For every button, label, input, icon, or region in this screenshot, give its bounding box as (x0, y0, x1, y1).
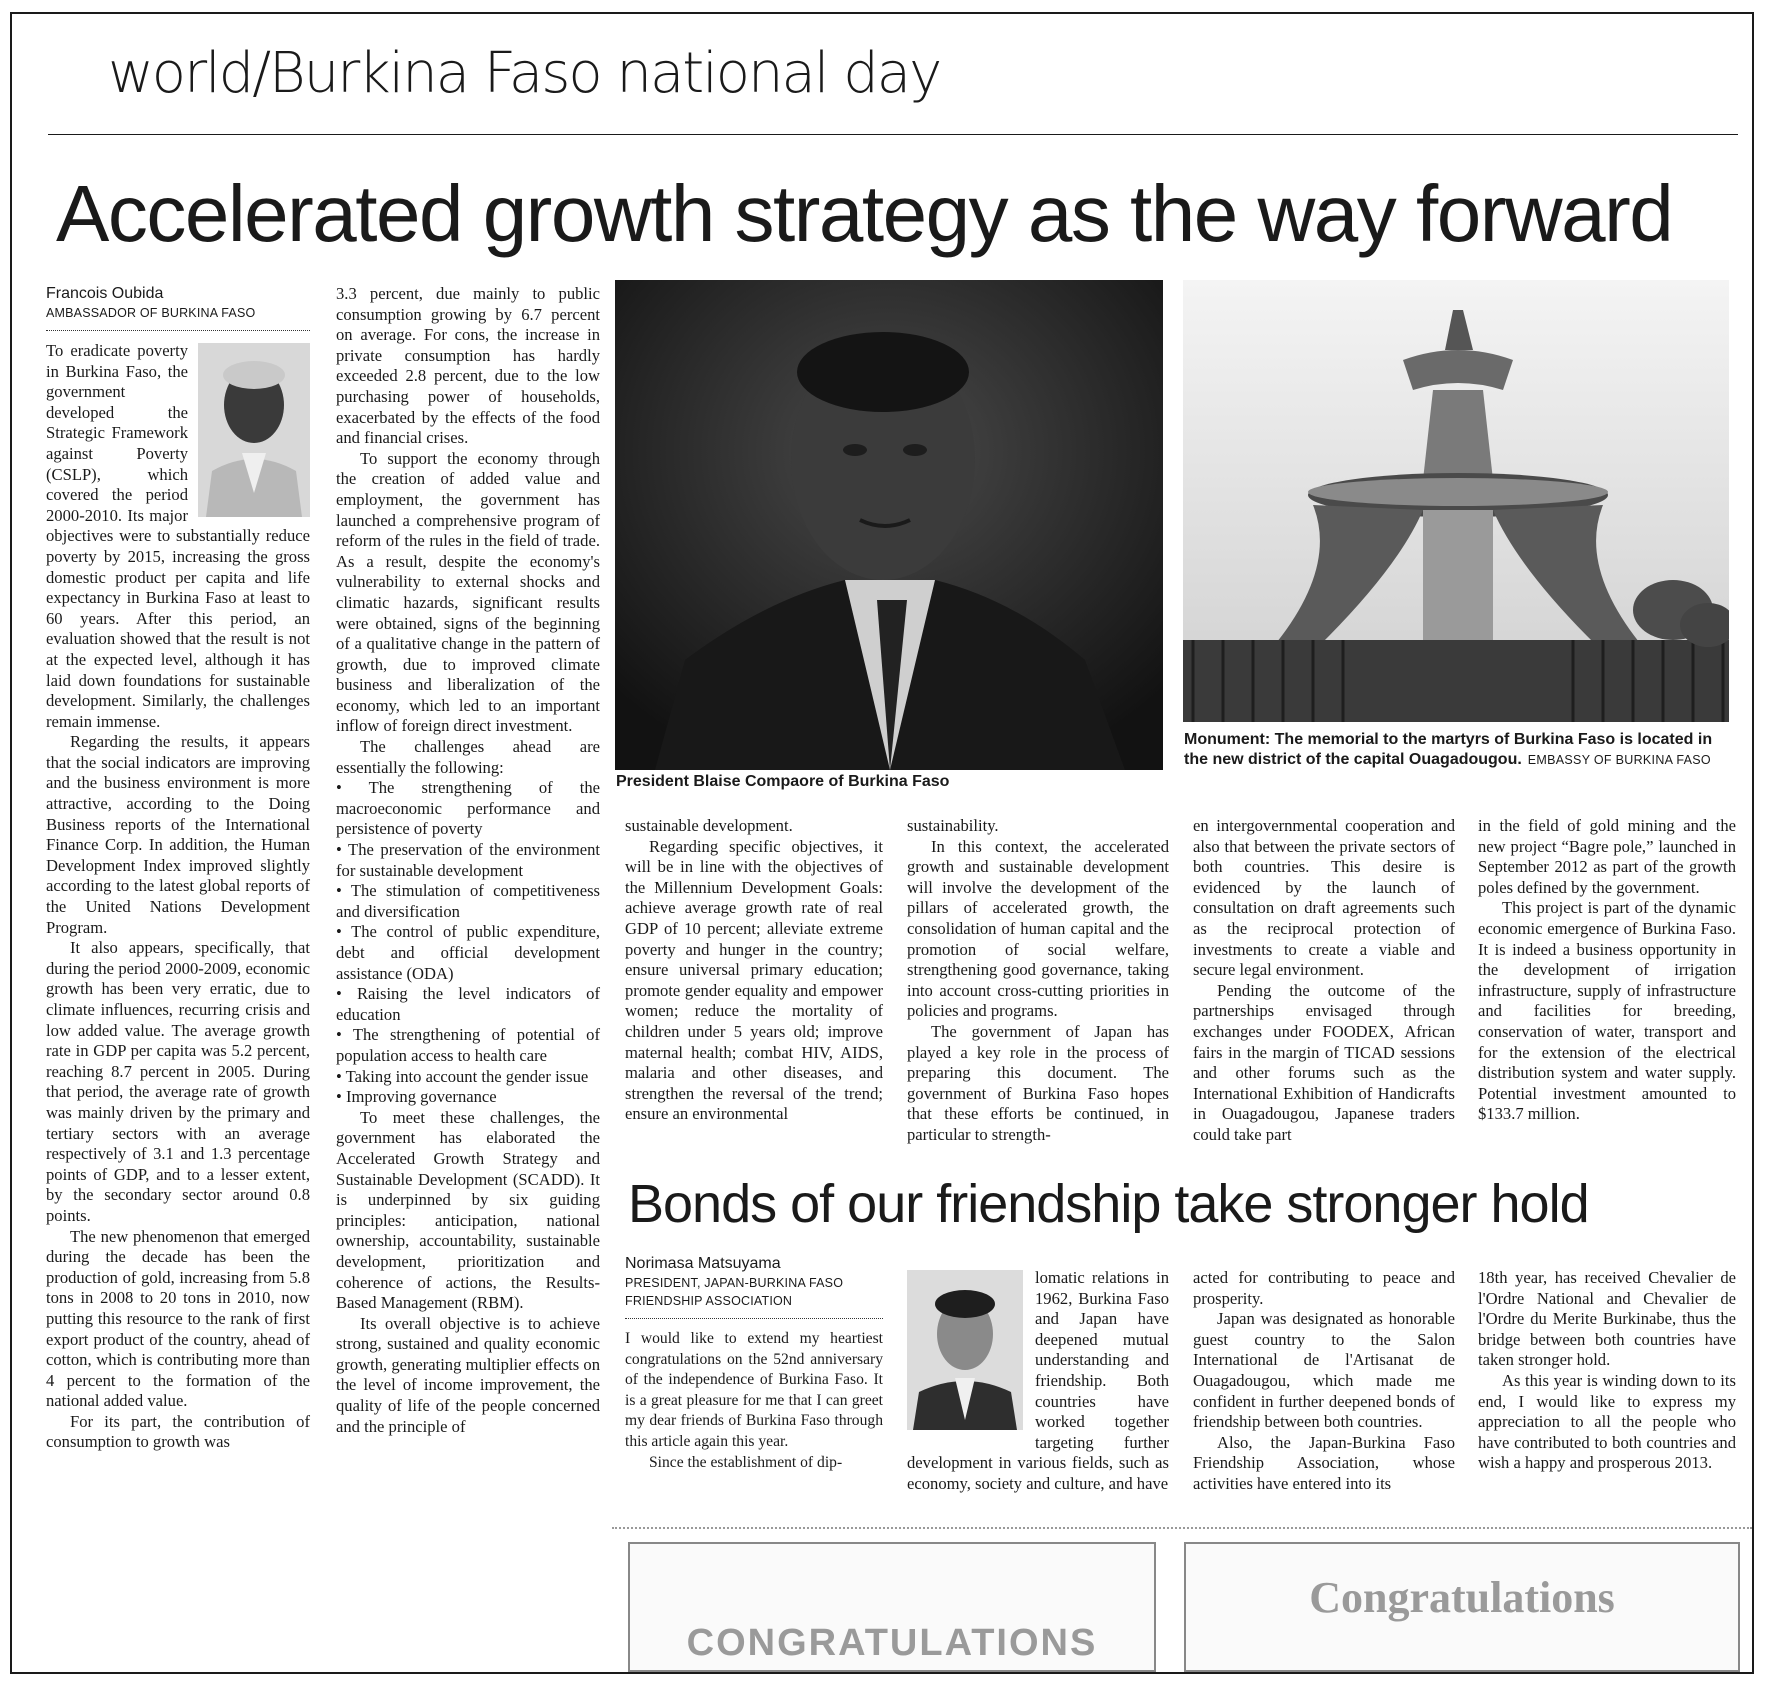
bullet-item: • The preservation of the environment for sustainable development (336, 840, 600, 880)
paragraph: The government of Japan has played a key role in the process of preparing this document. The government of Burkina Faso hopes that these efforts be continued, in particular to strength- (907, 1021, 1169, 1144)
author-name: Francois Oubida (46, 285, 164, 302)
paragraph: The new phenomenon that emerged during the decade has been the production of gold, increasing from 5.8 tons in 2008 to 20 tons in 2010, now putting this resource to the rank of first export product of the country, ahead of cotton, which is contributing more than 4 percent to the formation of the national added value. (46, 1226, 310, 1411)
president-photo-caption: President Blaise Compaore of Burkina Faso (616, 773, 950, 790)
bullet-item: • The stimulation of competitiveness and diversification (336, 881, 600, 921)
association-president-portrait (907, 1270, 1023, 1430)
paragraph: lomatic relations in 1962, Burkina Faso and Japan have deepened mutual understanding and friendship. Both countries have worked together targeting further development in various fields, such as economy, society and culture, and have (907, 1268, 1169, 1493)
bullet-item: • The control of public expenditure, debt and official development assistance (ODA) (336, 922, 600, 983)
paragraph: The challenges ahead are essentially the following: (336, 737, 600, 777)
paragraph: I would like to extend my heartiest congratulations on the 52nd anniversary of the independence of Burkina Faso. It is a great pleasure for me that I can greet my dear friends of Burkina Faso through this article again this year. (625, 1330, 883, 1450)
paragraph: sustainable development. (625, 816, 793, 835)
paragraph: To support the economy through the creation of added value and employment, the government has launched a comprehensive program of reform of the rules in the field of trade. As a result, despite the economy's vulnerability to external shocks and climatic hazards, significant results were obtained, signs of the beginning of a qualitative change in the pattern of growth, due to improved climate business and liberalization of the economy, which led to an important inflow of foreign direct investment. (336, 448, 600, 736)
paragraph: Since the establishment of dip- (649, 1453, 843, 1471)
paragraph: It also appears, specifically, that during the period 2000-2009, economic growth has been very erratic, due to climate influences, recurring crisis and low added value. The average growth rate in GDP per capita was 5.2 percent, reaching 8.7 percent in 2005. During that period, the average rate of growth was mainly driven by the primary and tertiary sectors with an average respectively of 3.1 and 1.3 percentage points of GDP, and to a lesser extent, by the secondary sector around 0.8 points. (46, 938, 310, 1225)
article1-column-1 (46, 284, 310, 1453)
paragraph: Pending the outcome of the partnerships envisaged through exchanges under FOODEX, African fairs in the margin of TICAD sessions and other forums such as the International Exhibition of Handicrafts in Ouagadougou, Japanese traders could take part (1193, 980, 1455, 1144)
monument-photo (1183, 280, 1729, 722)
paragraph: in the field of gold mining and the new project “Bagre pole,” launched in September 2012 as part of the growth poles defined by the government. (1478, 816, 1736, 897)
paragraph: Regarding specific objectives, it will be in line with the objectives of the Millennium Development Goals: achieve average growth rate of real GDP of 10 percent; alleviate extreme poverty and hunger in the country; ensure universal primary education; promote gender equality and empower women; reduce the mortality of children under 5 years old; improve maternal health; combat HIV, AIDS, malaria and other diseases, and strengthen the reversal of the trend; ensure an environmental (625, 836, 883, 1124)
bullet-item: • Improving governance (336, 1087, 497, 1107)
paragraph: acted for contributing to peace and prosperity. (1193, 1268, 1455, 1308)
ad-divider (612, 1527, 1752, 1529)
article1-column-2 (336, 284, 600, 1437)
paragraph: sustainability. (907, 816, 999, 835)
paragraph: For its part, the contribution of consumption to growth was (46, 1411, 310, 1452)
paragraph: 3.3 percent, due mainly to public consumption growing by 6.7 percent on average. For cons, the increase in private consumption has hardly exceeded 2.8 percent, due to the low purchasing power of households, exacerbated by the effects of the food and financial crises. (336, 284, 600, 448)
article2-column-2 (907, 1268, 1169, 1495)
bullet-item: • Raising the level indicators of education (336, 984, 600, 1024)
main-headline: Accelerated growth strategy as the way forward (56, 169, 1673, 258)
president-photo (615, 280, 1163, 770)
article1-column-4 (907, 816, 1169, 1146)
byline-divider (46, 330, 310, 331)
article1-column-5 (1193, 816, 1455, 1146)
article1-column-6 (1478, 816, 1736, 1125)
article2-column-1 (625, 1254, 883, 1473)
paragraph: Japan was designated as honorable guest country to the Salon International de l'Artisanat de Ouagadougou, which made me confident in further deepened bonds of friendship between both countries. (1193, 1309, 1455, 1432)
ad-left-text: CONGRATULATIONS (686, 1622, 1098, 1664)
author2-title-line1: PRESIDENT, JAPAN-BURKINA FASO (625, 1276, 844, 1290)
ad-right-text: Congratulations (1309, 1573, 1615, 1622)
paragraph: 18th year, has received Chevalier de l'Ordre National and Chevalier de l'Ordre du Merite Burkinabe, thus the bridge between both countries have taken stronger hold. (1478, 1268, 1736, 1370)
paragraph: As this year is winding down to its end, I would like to express my appreciation to all the people who have contributed to both countries and wish a happy and prosperous 2013. (1478, 1370, 1736, 1473)
author-title: AMBASSADOR OF BURKINA FASO (46, 306, 256, 320)
paragraph: Regarding the results, it appears that the social indicators are improving and the business environment is more attractive, according to the Doing Business reports of the International Finance Corp. In addition, the Human Development Index improved slightly according to the latest global reports of the United Nations Development Program. (46, 732, 310, 937)
monument-caption-text: Monument: The memorial to the martyrs of Burkina Faso is located in the new district of the capital Ouagadougou. (1184, 731, 1713, 768)
section-rule (48, 134, 1738, 135)
article2-column-4 (1478, 1268, 1736, 1474)
congratulations-ad-left (628, 1542, 1156, 1672)
article1-column-3 (625, 816, 883, 1125)
monument-photo-caption (1184, 730, 1732, 770)
paragraph: To eradicate poverty in Burkina Faso, the government developed the Strategic Framework against Poverty (CSLP), which covered the period 2000-2010. Its major objectives were to substantially reduce poverty by 2015, increasing the gross domestic product per capita and life expectancy in Burkina Faso at least to 60 years. After this period, an evaluation showed that the result is not at the expected level, although it has laid down foundations for sustainable development. Similarly, the challenges remain immense. (46, 341, 310, 731)
paragraph: Also, the Japan-Burkina Faso Friendship Association, whose activities have entered into its (1193, 1432, 1455, 1493)
second-headline: Bonds of our friendship take stronger hold (628, 1174, 1589, 1234)
paragraph: en intergovernmental cooperation and also that between the private sectors of both countries. This desire is evidenced by the launch of consultation on draft agreements such as the reciprocal protection of investments to create a viable and secure legal environment. (1193, 816, 1455, 980)
bullet-item: • The strengthening of potential of population access to health care (336, 1025, 600, 1065)
paragraph: This project is part of the dynamic economic emergence of Burkina Faso. It is indeed a business opportunity in the development of irrigation infrastructure, supply of infrastructure and facilities for breeding, conservation of water, transport and for the extension of the electrical distribution system and water supply. Potential investment amounted to $133.7 million. (1478, 898, 1736, 1124)
ambassador-portrait (198, 343, 310, 517)
paragraph: In this context, the accelerated growth and sustainable development will involve the development of the pillars of accelerated growth, the consolidation of human capital and the promotion of social welfare, strengthening good governance, taking into account cross-cutting priorities in policies and programs. (907, 836, 1169, 1021)
bullet-item: • The strengthening of the macroeconomic performance and persistence of poverty (336, 778, 600, 839)
byline-divider (625, 1318, 883, 1319)
newspaper-page (10, 12, 1754, 1674)
section-title: world/Burkina Faso national day (108, 41, 941, 106)
author2-name: Norimasa Matsuyama (625, 1255, 781, 1272)
paragraph: Its overall objective is to achieve strong, sustained and quality economic growth, generating multiplier effects on the level of income improvement, the quality of life of the people concerned and the principle of (336, 1313, 600, 1436)
article2-column-3 (1193, 1268, 1455, 1495)
bullet-item: • Taking into account the gender issue (336, 1066, 589, 1086)
author2-title-line2: FRIENDSHIP ASSOCIATION (625, 1294, 793, 1308)
paragraph: To meet these challenges, the government has elaborated the Accelerated Growth Strategy and Sustainable Development (SCADD). It is underpinned by six guiding principles: anticipation, national ownership, accountability, sustainable development, prioritization and coherence of actions, the Results-Based Management (RBM). (336, 1107, 600, 1313)
congratulations-ad-right (1184, 1542, 1740, 1672)
photo-credit: EMBASSY OF BURKINA FASO (1527, 753, 1711, 767)
